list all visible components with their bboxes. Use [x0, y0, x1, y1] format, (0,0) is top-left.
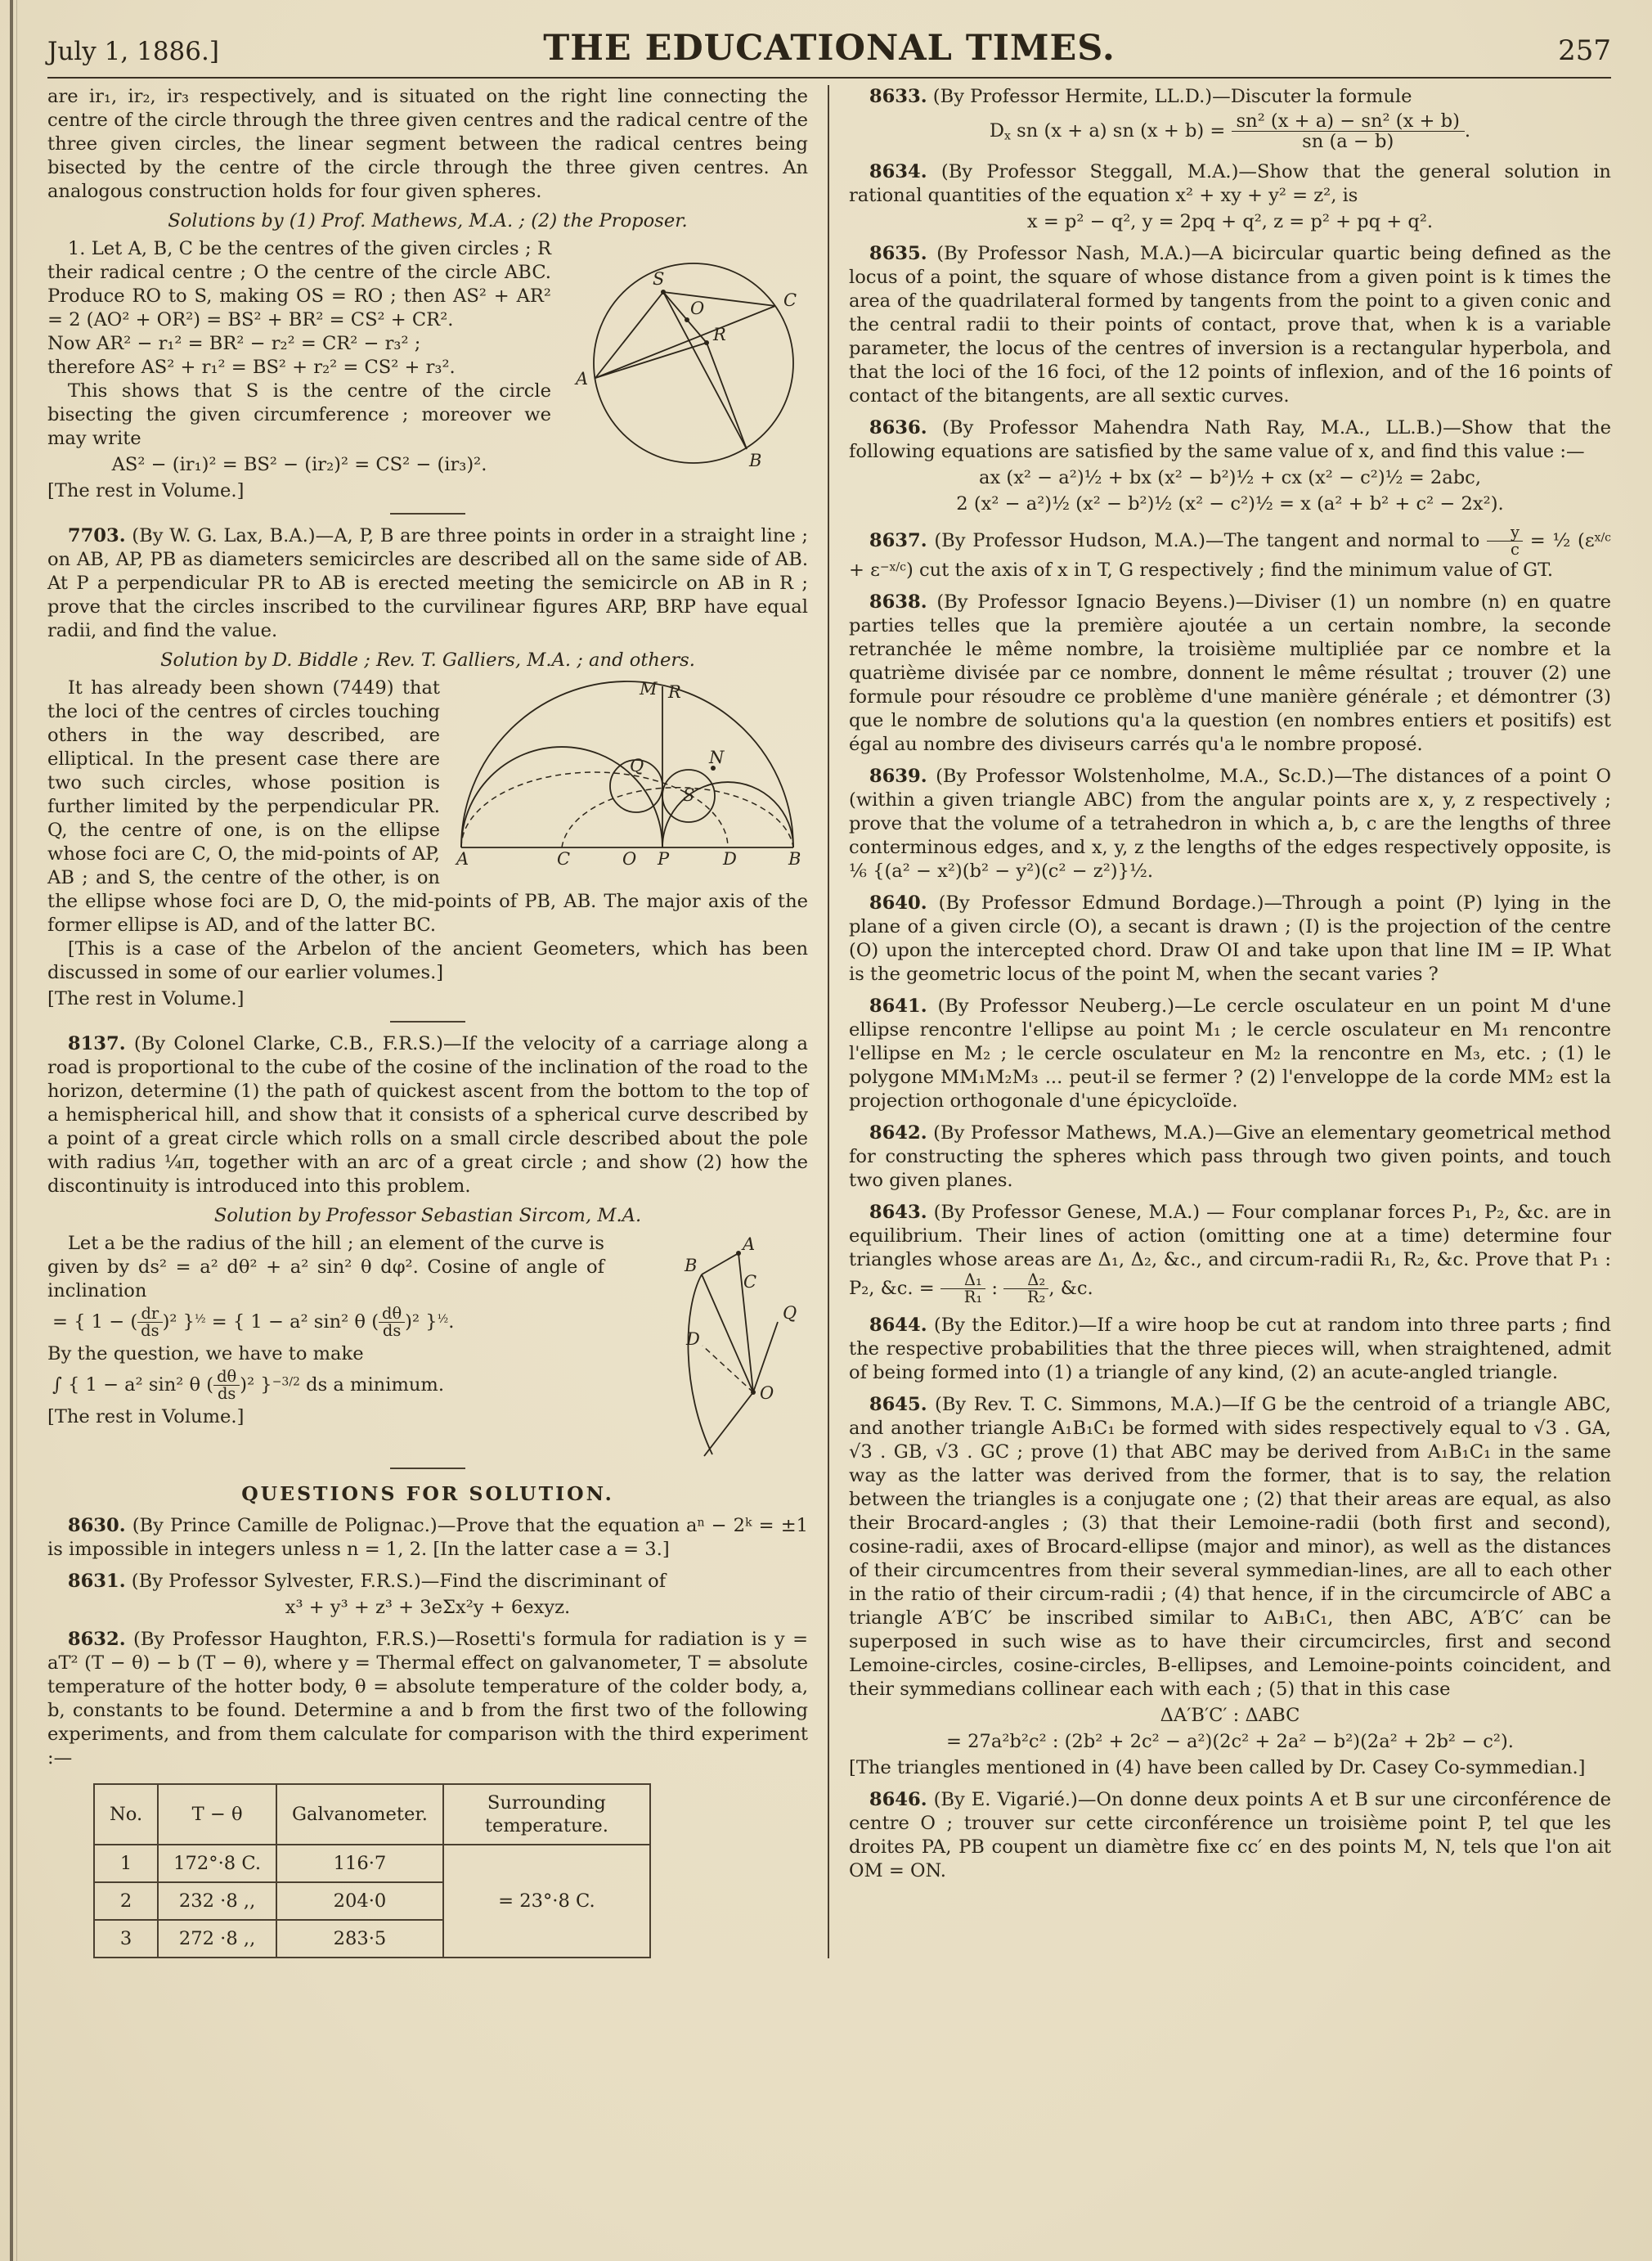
rest-in-volume-3: [The rest in Volume.] — [47, 1405, 245, 1427]
point-label-b: B — [685, 1256, 698, 1275]
cell-galvanometer: 204·0 — [276, 1882, 443, 1920]
exponent: ½ — [195, 1312, 206, 1326]
exponent: n — [697, 1516, 705, 1530]
problem-text: (By Colonel Clarke, C.B., F.R.S.)—If the velocity of a carriage along a road is proportional to the cube of the cosine of the inclination of the road to the horizon, determine (1) the path of quickest ascent from the bottom to the top of a hemispherical hill, and show that it consists of a spherical curve described by a point of a great circle which rolls on a small circle described about the pole with radius ¼π, together with an arc of a great circle ; and show (2) how the discontinuity is introduced into this problem. — [47, 1033, 808, 1197]
solution-7703-paragraph — [47, 677, 808, 937]
exponent: −x/c — [879, 560, 907, 574]
cell-galvanometer: 283·5 — [276, 1920, 443, 1958]
problem-text: (By Professor Neuberg.)—Le cercle osculateur en un point M d'une ellipse rencontre l'ellipse au point M₁ ; le cercle osculateur en M₁ rencontre l'ellipse en M₂ ; le cercle osculateur en M₂ la rencontre en M₃, etc. ; (1) le polygone MM₁M₂M₃ ... peut-il se fermer ? (2) l'enveloppe de la corde MM₂ est la projection orthogonale d'une épicycloïde. — [849, 995, 1611, 1112]
formula-part: ) cut the axis of x in T, G respectively ; find the minimum value of GT. — [906, 559, 1554, 581]
problem-text: (By the Editor.)—If a wire hoop be cut at random into three parts ; find the respective probabilities that the three pieces will, when straightened, admit of being formed into (1) a triangle of any kind, (2) an acute-angled triangle. — [849, 1315, 1611, 1384]
page-number: 257 — [1558, 34, 1611, 67]
formula-part: . — [448, 1310, 455, 1333]
problem-8631 — [47, 1570, 808, 1593]
solution1-formula: AS² − (ir₁)² = BS² − (ir₂)² = CS² − (ir₃)². — [111, 454, 487, 475]
point-label-r: R — [668, 682, 681, 702]
problem-8630 — [47, 1514, 808, 1562]
formula-part: )² } — [162, 1310, 195, 1333]
table-row — [94, 1845, 650, 1882]
cell-no: 3 — [94, 1920, 158, 1958]
problem-8632 — [47, 1628, 808, 1770]
problem-number: 8631. — [67, 1571, 126, 1592]
problem-text: (By Professor Nash, M.A.)—A bicircular quartic being defined as the locus of a point, the square of whose distance from a given point is k times the area of the quadrilateral formed by tangents from the point to a given conic and the central radii to their points of contact, prove that, when k is a variable parameter, the locus of the centres of inversion is a rectangular hyperbola, and that the loci of the 16 foci, of the 12 points of inflexion, and of the 16 points of contact of the bitangents, are all sextic curves. — [849, 242, 1611, 407]
col-header-t-theta: T − θ — [158, 1784, 276, 1845]
problem-text: (By Professor Genese, M.A.) — Four complanar forces P₁, P₂, &c. are in equilibrium. Their lines of action (omitting one at a time) determine four triangles whose areas are Δ₁, Δ₂, &c., and circum-radii R₁, R₂, &c. Prove that P₁ : P₂, &c. = — [849, 1201, 1611, 1299]
problem-8644 — [849, 1314, 1611, 1385]
col-header-no: No. — [94, 1784, 158, 1845]
problem-7703 — [47, 524, 808, 643]
masthead-title: THE EDUCATIONAL TIMES. — [543, 28, 1116, 69]
section-rule — [390, 513, 465, 515]
point-label-c: C — [783, 290, 797, 310]
problem-8634 — [849, 160, 1611, 208]
solution-7703-text: It has already been shown (7449) that the loci of the centres of circles touching others in the way described, are elliptical. In the present case there are two such circles, whose position is further limited by the perpendicular PR. Q, the centre of one, is on the ellipse whose foci are C, O, the mid-points of AP, AB ; and S, the centre of the other, is on the ellipse whose foci are D, O, the mid-points of PB, AB. The major axis of the former ellipse is AD, and of the latter BC. — [47, 677, 808, 936]
problem-8643 — [849, 1201, 1611, 1306]
problem-8633 — [849, 85, 1611, 109]
problem-number: 7703. — [67, 525, 126, 546]
issue-date: July 1, 1886.] — [47, 37, 219, 66]
point-label-b: B — [788, 849, 801, 869]
formula-part: = ½ (ε — [1522, 529, 1595, 551]
cell-galvanometer: 116·7 — [276, 1845, 443, 1882]
point-label-c: C — [743, 1272, 757, 1292]
problem-number: 8137. — [67, 1033, 126, 1054]
point-label-o: O — [622, 849, 637, 869]
formula-part: = { 1 − ( — [52, 1310, 138, 1333]
exponent: −3/2 — [272, 1375, 300, 1389]
problem-number: 8641. — [869, 995, 927, 1017]
problem-number: 8642. — [869, 1122, 927, 1144]
formula-part: = { 1 − a² sin² θ ( — [205, 1310, 379, 1333]
cell-no: 2 — [94, 1882, 158, 1920]
solutions-byline: Solutions by (1) Prof. Mathews, M.A. ; (2) the Proposer. — [168, 210, 688, 231]
fraction: $\frac{y}{c}$ — [1487, 524, 1523, 559]
problem-number: 8633. — [869, 86, 927, 107]
problem-text: (By W. G. Lax, B.A.)—A, P, B are three points in order in a straight line ; on AB, AP, PB as diameters semicircles are described all on the same side of AB. At P a perpendicular PR to AB is erected meeting the semicircle on AB in R ; prove that the circles inscribed to the curvilinear figures ARP, BRP have equal radii, and find the value. — [47, 525, 808, 641]
section-rule — [390, 1021, 465, 1023]
arbelon-note: [This is a case of the Arbelon of the ancient Geometers, which has been discussed in some of our earlier volumes.] — [47, 938, 808, 983]
fraction: $\frac{d\theta}{ds}$ — [379, 1306, 405, 1340]
problem-8635 — [849, 242, 1611, 408]
binding-gutter-shadow — [16, 0, 17, 2261]
problem-text: (By Professor Steggall, M.A.)—Show that the general solution in rational quantities of the equation x² + xy + y² = z², is — [849, 160, 1611, 206]
formula-part: : — [985, 1277, 1004, 1299]
point-label-a: A — [456, 849, 469, 869]
fraction: $\frac{\text{Δ₁}}{\text{R₁}}$ — [940, 1272, 985, 1306]
cell-t-theta: 172°·8 C. — [158, 1845, 276, 1882]
formula-part: , &c. — [1048, 1277, 1093, 1299]
point-label-a: A — [576, 369, 589, 389]
problem-number: 8640. — [869, 892, 927, 914]
page-header — [47, 28, 1611, 79]
problem-number: 8645. — [869, 1394, 927, 1416]
cell-t-theta: 232 ·8 ,, — [158, 1882, 276, 1920]
formula-part: sn (x + a) sn (x + b) = — [1010, 119, 1232, 142]
problem-number: 8636. — [869, 416, 927, 438]
point-label-r: R — [713, 325, 726, 344]
arbelos-diagram — [451, 680, 808, 870]
exponent: k — [745, 1516, 752, 1530]
problem-8639 — [849, 765, 1611, 883]
subscript: x — [1004, 129, 1011, 143]
problem-8636 — [849, 416, 1611, 464]
continuation-paragraph: are ir₁, ir₂, ir₃ respectively, and is situated on the right line connecting the centre of the circle through the three given centres and the radical centre of the three given circles, the linear segment between the radical centres being bisected by the centre of the circle through the three given centres. An analogous construction holds for four given spheres. — [47, 86, 808, 202]
point-label-q: Q — [783, 1303, 797, 1323]
solution-byline-8137: Solution by Professor Sebastian Sircom, M.A. — [213, 1205, 642, 1226]
point-label-c: C — [557, 849, 571, 869]
problem-8637 — [849, 524, 1611, 582]
cell-t-theta: 272 ·8 ,, — [158, 1920, 276, 1958]
rest-in-volume-1: [The rest in Volume.] — [47, 480, 245, 501]
point-label-a: A — [743, 1235, 756, 1254]
experiment-table — [93, 1783, 651, 1958]
solution1-paragraph2: This shows that S is the centre of the circle bisecting the given circumference ; moreover we may write — [47, 380, 551, 449]
point-label-b: B — [749, 451, 762, 470]
problem-number: 8644. — [869, 1315, 927, 1337]
problem-text: (By Professor Edmund Bordage.)—Through a point (P) lying in the plane of a given circle (O), a secant is drawn ; (I) is the projection of the centre (O) upon the intercepted chord. Draw OI and take upon that line IM = IP. What is the geometric locus of the point M, when the secant varies ? — [849, 892, 1611, 985]
point-label-d: D — [686, 1329, 700, 1349]
problem-8640 — [849, 892, 1611, 987]
exponent: x/c — [1594, 531, 1611, 545]
point-label-s: S — [653, 269, 665, 289]
casey-note: [The triangles mentioned in (4) have been called by Dr. Casey Co-symmedian.] — [849, 1757, 1586, 1779]
problem-text: = ±1 is impossible in integers unless n = 1, 2. [In the latter case a = 3.] — [47, 1515, 809, 1560]
col-header-surrounding: Surrounding temperature. — [443, 1784, 650, 1845]
problem-text: − 2 — [704, 1515, 746, 1536]
problem-text: (By Professor Wolstenholme, M.A., Sc.D.)—The distances of a point O (within a given triangle ABC) from the angular points are x, y, z respectively ; prove that the volume of a tetrahedron in which a, b, c are the lengths of three conterminous edges, and x, y, z the lengths of the edges respectively opposite, is ⅙ {(a² − x²)(b² − y²)(c² − z²)}½. — [849, 765, 1611, 882]
table-header-row — [94, 1784, 650, 1845]
problem-text: (By Rev. T. C. Simmons, M.A.)—If G be the centroid of a triangle ABC, and another triangle A₁B₁C₁ be formed with sides respectively equal to √3 . GA, √3 . GB, √3 . GC ; prove (1) that ABC may be derived from A₁B₁C₁ in the same way as the latter was derived from the former, that is to say, the relation between the triangles is a conjugate one ; (2) that their areas are equal, as also their Brocard-angles ; (3) that their Lemoine-radii (both first and second), cosine-radii, axes of Brocard-ellipse (major and minor), as well as the distances of their circumcentres from their several symmedian-lines, are all to each other in the ratio of their circum-radii ; (4) that hence, if in the circumcircle of ABC a triangle A′B′C′ be inscribed similar to A₁B₁C₁, then ABC, A′B′C′ can be superposed in such wise as to have their circumcircles, first and second Lemoine-circles, cosine-circles, B-ellipses, and Lemoine-points coincident, and their symmedians collinear each with each ; (5) that in this case — [849, 1394, 1611, 1701]
problem-8137 — [47, 1032, 808, 1198]
problem-text: (By Professor Ignacio Beyens.)—Diviser (1) un nombre (n) en quatre parties telles que la première ajoutée a un certain nombre, la seconde retranchée le même nombre, la troisième multipliée par ce nombre et la quatrième divisée par ce nombre, donnent le même résultat ; trouver (2) une formule pour résoudre ce problème d'une manière générale ; et démontrer (3) que le nombre de solutions qu'a la question (en nombres entiers et positifs) est égal au nombre des diviseurs carrés qu'a le nombre proposé. — [849, 591, 1611, 755]
problem-number: 8634. — [869, 160, 927, 182]
hemisphere-diagram — [616, 1235, 808, 1461]
problem-number: 8637. — [869, 529, 927, 551]
problem-8646 — [849, 1788, 1611, 1883]
simmons-ratio-heading: ΔA′B′C′ : ΔABC — [1160, 1705, 1300, 1727]
col-header-galvanometer: Galvanometer. — [276, 1784, 443, 1845]
formula-part: ds a minimum. — [299, 1373, 445, 1396]
circle-diagram — [563, 240, 808, 479]
problem-text: (By E. Vigarié.)—On donne deux points A et B sur une circonférence de centre O ; trouver sur cette circonférence un troisième point P, tel que les droites PA, PB coupent un diamètre fixe cc′ en des points M, N, tels que l'on ait OM = ON. — [849, 1789, 1611, 1882]
point-label-q: Q — [630, 756, 644, 775]
problem-text: (By Professor Haughton, F.R.S.)—Rosetti's formula for radiation is y = aT² (T − θ) − b (T − θ), where y = Thermal effect on galvanometer, T = absolute temperature of the hotter body, θ = absolute temperature of the colder body, a, b, constants to be found. Determine a and b from the first two of the following experiments, and from them calculate for comparison with the third experiment :— — [47, 1629, 808, 1769]
problem-number: 8646. — [869, 1789, 927, 1811]
right-column — [829, 85, 1611, 1958]
problem-8638 — [849, 591, 1611, 757]
point-label-n: N — [709, 748, 725, 767]
formula-part: )² } — [240, 1373, 272, 1396]
steggall-formula: x = p² − q², y = 2pq + q², z = p² + pq + q². — [1026, 210, 1434, 232]
problem-text: (By Professor Mathews, M.A.)—Give an elementary geometrical method for constructing the spheres which pass through two given points, and touch two given planes. — [849, 1122, 1611, 1191]
problem-8641 — [849, 995, 1611, 1113]
fraction: $\frac{d\theta}{ds}$ — [213, 1369, 240, 1403]
fraction: $\frac{\text{sn² (x + a) − sn² (x + b)}}{sn (a - b)}$ — [1232, 111, 1465, 152]
point-label-o: O — [690, 299, 705, 318]
fraction: $\frac{dr}{ds}$ — [137, 1306, 162, 1340]
cell-surrounding-temp: = 23°·8 C. — [443, 1845, 650, 1958]
problem-text: (By Prince Camille de Polignac.)—Prove that the equation a — [125, 1515, 698, 1536]
formula-part: )² } — [405, 1310, 438, 1333]
solution-byline-7703: Solution by D. Biddle ; Rev. T. Galliers, M.A. ; and others. — [160, 650, 695, 671]
point-label-p: P — [658, 849, 670, 869]
ray-formula-1: ax (x² − a²)½ + bx (x² − b²)½ + cx (x² − c²)½ = 2abc, — [978, 466, 1481, 488]
problem-number: 8635. — [869, 242, 927, 264]
ray-formula-2: 2 (x² − a²)½ (x² − b²)½ (x² − c²)½ = x (a² + b² + c² − 2x²). — [956, 492, 1504, 515]
discriminant-formula: x³ + y³ + z³ + 3eΣx²y + 6exyz. — [285, 1597, 571, 1618]
solution-8137-text: Let a be the radius of the hill ; an element of the curve is given by ds² = a² dθ² + a² sin² θ dφ². Cosine of angle of inclination — [47, 1233, 604, 1301]
formula-part: ∫ { 1 − a² sin² θ ( — [52, 1373, 214, 1396]
problem-text: (By Professor Hudson, M.A.)—The tangent and normal to — [927, 529, 1488, 551]
solution1-line1: Now AR² − r₁² = BR² − r₂² = CR² − r₃² ; — [47, 333, 421, 354]
solution1-line2: therefore AS² + r₁² = BS² + r₂² = CS² + r₃². — [47, 357, 456, 378]
binding-gutter-line — [10, 0, 13, 2261]
problem-number: 8643. — [869, 1201, 927, 1223]
point-label-s: S — [683, 785, 695, 805]
solution1-text: 1. Let A, B, C be the centres of the given circles ; R their radical centre ; O the centre of the circle ABC. Produce RO to S, making OS = RO ; then AS² + AR² = 2 (AO² + OR²) = BS² + BR² = CS² + CR². — [47, 238, 551, 330]
problem-text: (By Professor Hermite, LL.D.)—Discuter la formule — [927, 86, 1412, 107]
exponent: ½ — [437, 1312, 449, 1326]
fraction: $\frac{\text{Δ₂}}{\text{R₂}}$ — [1003, 1272, 1048, 1306]
problem-text: (By Professor Sylvester, F.R.S.)—Find the discriminant of — [125, 1571, 667, 1592]
simmons-ratio-formula: = 27a²b²c² : (2b² + 2c² − a²)(2c² + 2a² − b²)(2a² + 2b² − c²). — [946, 1731, 1514, 1753]
left-column — [47, 85, 829, 1958]
problem-text: (By Professor Mahendra Nath Ray, M.A., LL.B.)—Show that the following equations are satisfied by the same value of x, and find this value :— — [849, 416, 1611, 462]
solution-8137-paragraph2: By the question, we have to make — [47, 1342, 364, 1364]
formula-part: . — [1464, 119, 1471, 142]
point-label-m: M — [640, 680, 658, 699]
rest-in-volume-2: [The rest in Volume.] — [47, 988, 245, 1009]
two-column-body — [47, 85, 1611, 1958]
formula-part: D — [989, 119, 1005, 142]
problem-number: 8638. — [869, 591, 927, 613]
problem-8645 — [849, 1393, 1611, 1701]
point-label-o: O — [760, 1383, 774, 1403]
questions-for-solution-heading: QUESTIONS FOR SOLUTION. — [241, 1482, 614, 1505]
problem-number: 8639. — [869, 765, 927, 787]
problem-number: 8630. — [67, 1515, 126, 1536]
section-rule — [390, 1468, 465, 1469]
cell-no: 1 — [94, 1845, 158, 1882]
formula-part: + ε — [849, 559, 880, 581]
point-label-d: D — [723, 849, 737, 869]
problem-number: 8632. — [67, 1629, 126, 1650]
problem-8642 — [849, 1122, 1611, 1193]
hermite-formula — [849, 111, 1611, 152]
